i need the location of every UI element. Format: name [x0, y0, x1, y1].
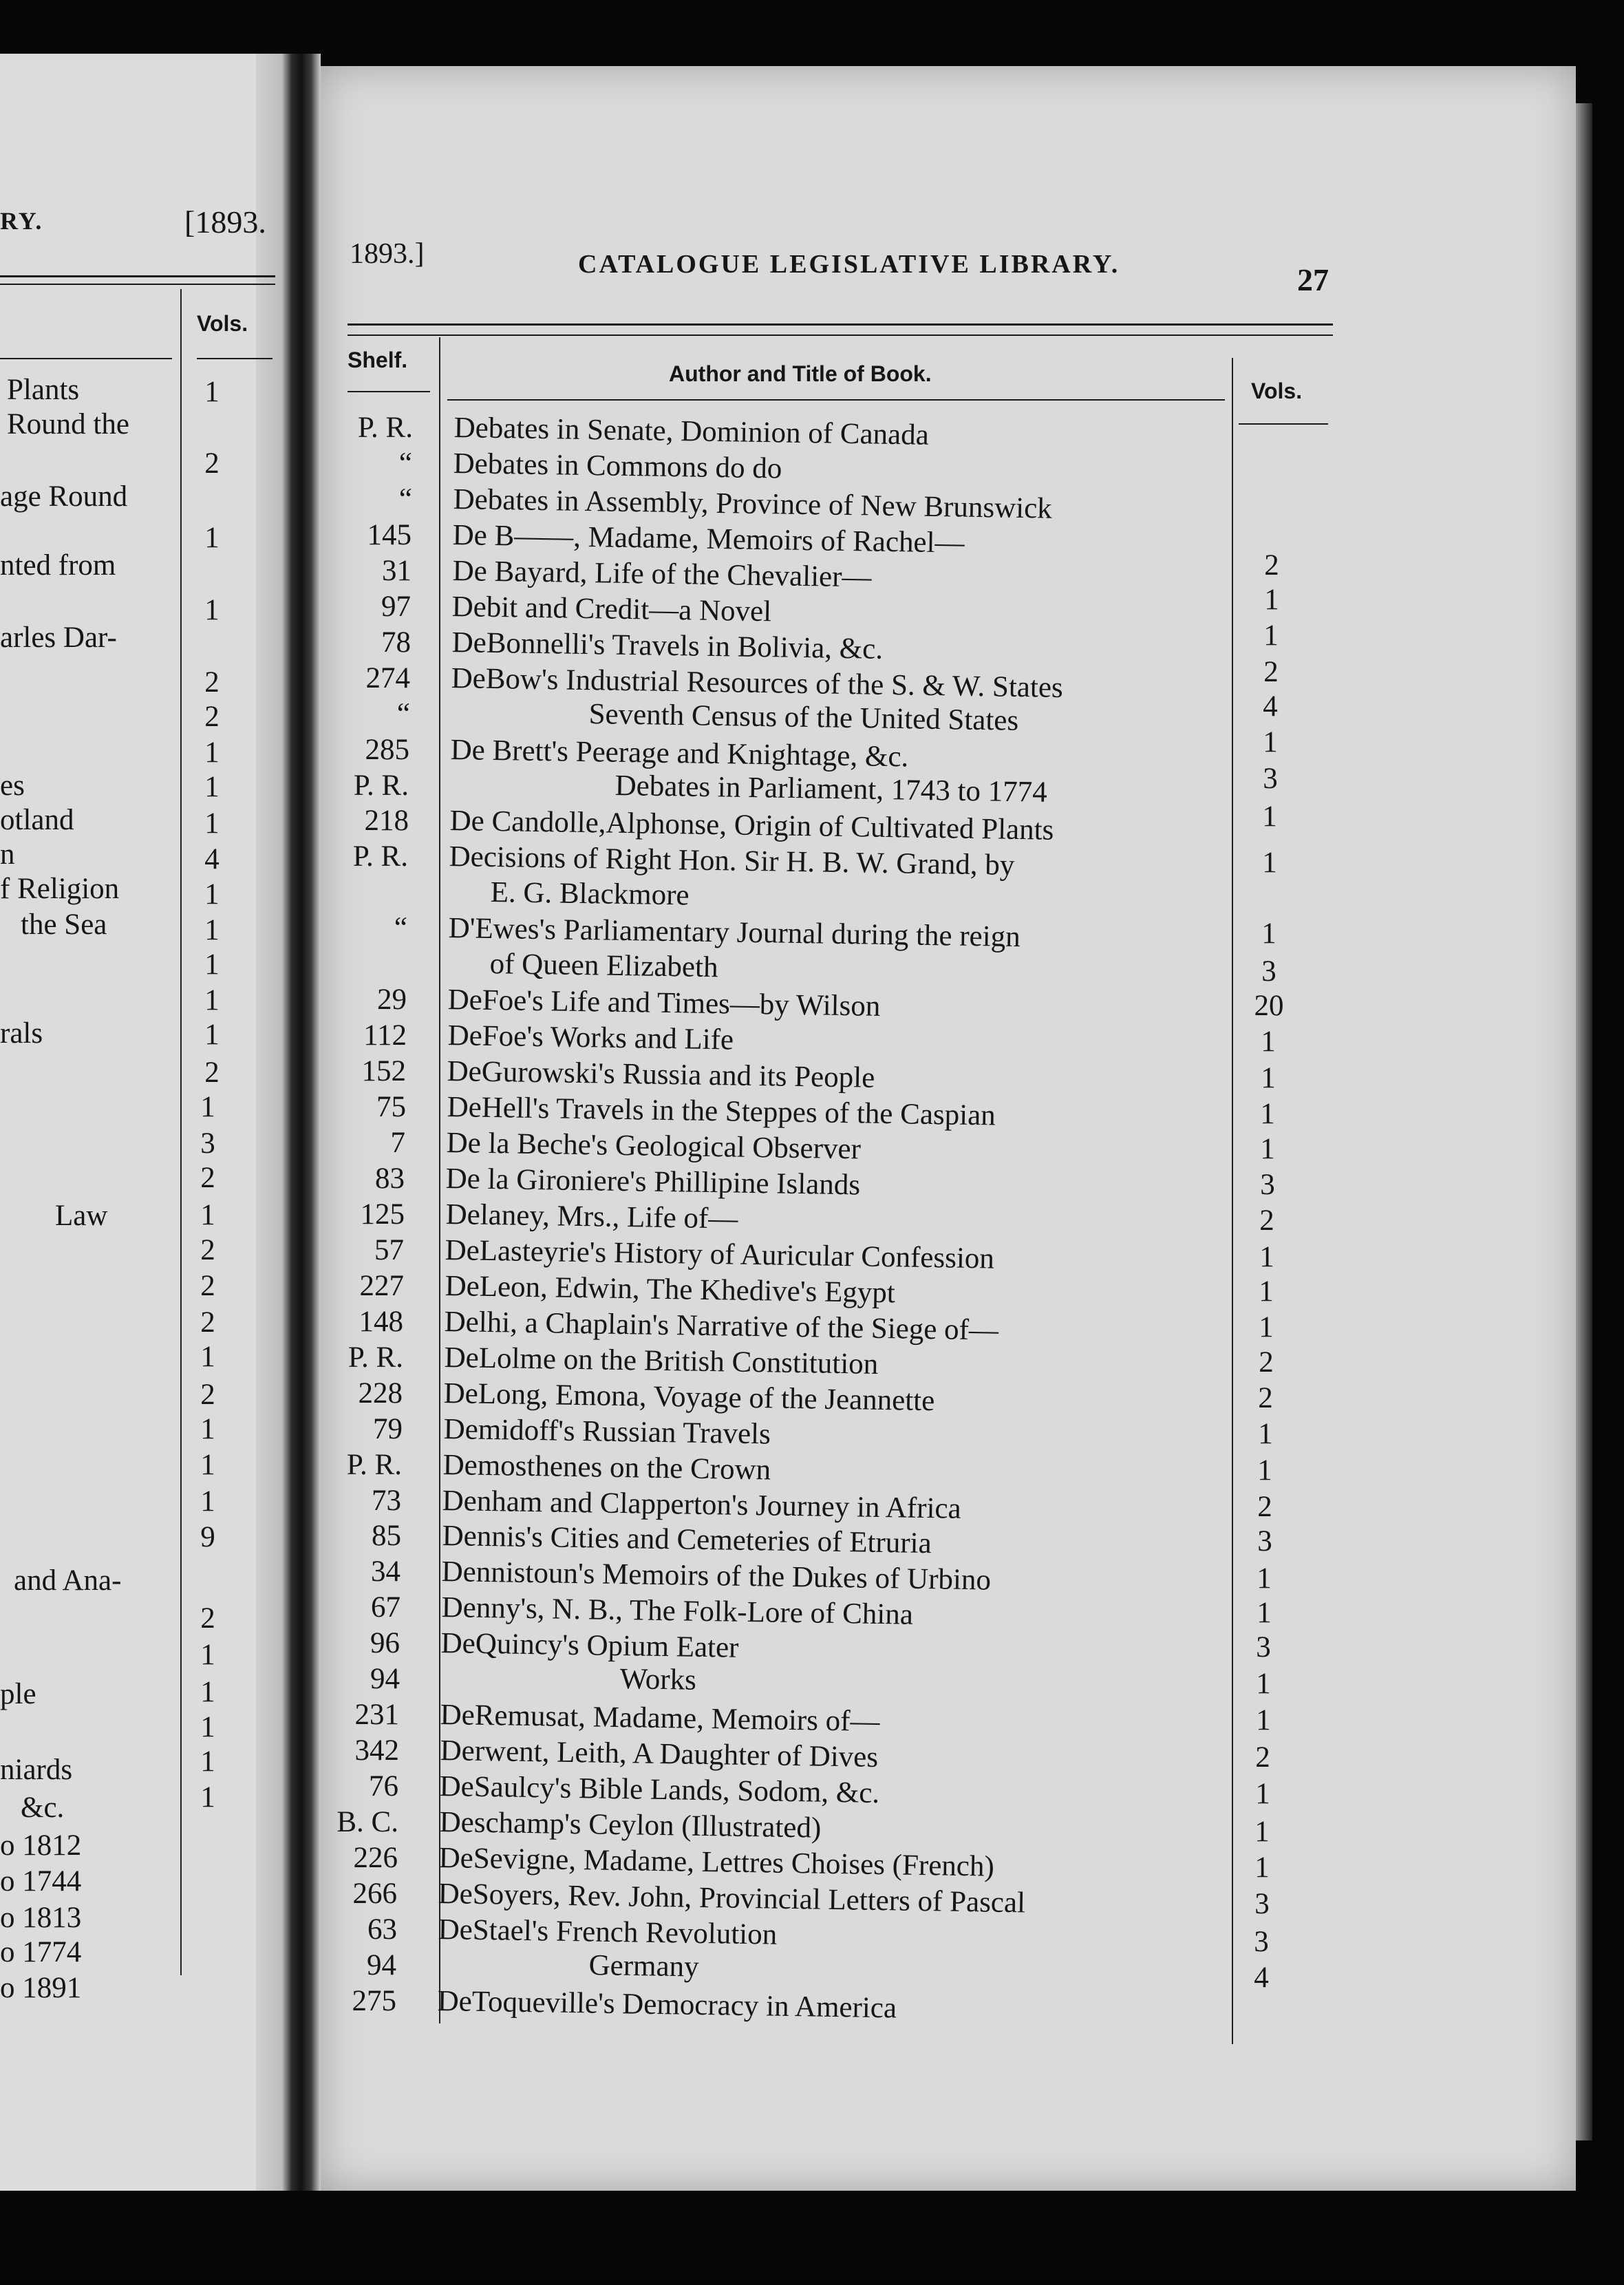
shelf-mark: 78 [381, 626, 411, 659]
book-entry-title: DeSaulcy's Bible Lands, Sodom, &c. [439, 1770, 880, 1810]
vols-value: 3 [1260, 1169, 1275, 1201]
vols-value: 1 [1259, 1275, 1274, 1308]
left-vols-value: 1 [204, 1019, 220, 1051]
col-title-heading: Author and Title of Book. [669, 361, 932, 386]
left-fragment-text: o 1812 [0, 1829, 82, 1862]
book-entry-title: DeLolme on the British Constitution [444, 1341, 879, 1381]
vols-divider [1232, 358, 1233, 2044]
shelf-mark: 96 [370, 1627, 400, 1659]
left-fragment-text: age Round [0, 480, 128, 513]
book-entry-title: Germany [588, 1949, 700, 1984]
left-fragment-text: &c. [21, 1792, 65, 1824]
shelf-mark: 275 [352, 1985, 396, 2017]
right-year: 1893.] [350, 238, 425, 270]
book-entry-title: Works [619, 1663, 697, 1697]
shelf-mark: 79 [373, 1413, 403, 1445]
left-vols-value: 1 [200, 1341, 215, 1373]
left-vols-value: 1 [200, 1449, 215, 1481]
col-vols-heading: Vols. [1251, 379, 1303, 403]
vols-value: 1 [1258, 1418, 1273, 1450]
left-vols-value: 1 [200, 1745, 215, 1778]
left-fragment-text: niards [0, 1754, 73, 1786]
shelf-mark: 63 [367, 1913, 397, 1946]
book-entry-title: of Queen Elizabeth [489, 948, 718, 984]
shelf-mark: 125 [360, 1198, 405, 1231]
shelf-mark: 34 [371, 1555, 400, 1588]
left-fragment-text: nted from [0, 549, 116, 582]
left-fragment-text: n [0, 838, 15, 871]
book-entry-title: DeSevigne, Madame, Lettres Choises (French) [438, 1842, 995, 1883]
shelf-mark: P. R. [357, 412, 413, 444]
book-entry-title: Debates in Senate, Dominion of Canada [453, 412, 930, 451]
title-rule [447, 399, 1225, 401]
vols-value: 2 [1255, 1741, 1270, 1774]
header-rule-bottom [348, 334, 1333, 336]
vols-value: 3 [1263, 763, 1278, 795]
page-title: CATALOGUE LEGISLATIVE LIBRARY. [578, 250, 1120, 279]
shelf-mark: 75 [376, 1091, 406, 1123]
book-entry-title: Delhi, a Chaplain's Narrative of the Siege of— [444, 1306, 999, 1347]
vols-value: 4 [1263, 690, 1278, 723]
shelf-mark: 228 [358, 1377, 403, 1410]
left-vols-value: 3 [200, 1127, 215, 1160]
vols-value: 20 [1254, 990, 1284, 1022]
book-entry-title: DeFoe's Works and Life [447, 1019, 734, 1056]
vols-value: 2 [1264, 549, 1279, 582]
left-header-rule [0, 275, 275, 277]
shelf-mark: 274 [365, 662, 410, 694]
shelf-mark: 145 [367, 519, 412, 551]
shelf-mark: 226 [353, 1842, 398, 1874]
book-entry-title: DeBonnelli's Travels in Bolivia, &c. [451, 626, 884, 666]
vols-value: 1 [1259, 1241, 1274, 1273]
shelf-mark: 227 [359, 1270, 404, 1302]
shelf-mark: “ [394, 912, 407, 944]
book-entry-title: DeLasteyrie's History of Auricular Confession [445, 1234, 995, 1275]
vols-value: 3 [1261, 955, 1276, 988]
book-entry-title: DeQuincy's Opium Eater [440, 1627, 739, 1664]
left-vols-value: 2 [200, 1379, 215, 1411]
shelf-mark: 94 [370, 1663, 400, 1695]
vols-value: 3 [1254, 1926, 1269, 1958]
left-vols-value: 4 [204, 843, 220, 875]
left-fragment-text: and Ana- [14, 1564, 122, 1597]
shelf-mark: P. R. [353, 769, 409, 802]
left-fragment-text: o 1891 [0, 1972, 82, 2004]
shelf-mark: 83 [375, 1162, 405, 1195]
left-vols-value: 2 [200, 1602, 215, 1635]
left-vols-value: 1 [204, 984, 220, 1017]
shelf-mark: 31 [382, 555, 412, 587]
left-vols-value: 1 [204, 594, 220, 626]
left-vols-value: 1 [204, 376, 220, 408]
vols-value: 4 [1254, 1962, 1269, 1994]
vols-value: 1 [1255, 1778, 1270, 1810]
left-vols-value: 1 [204, 771, 220, 803]
vols-value: 1 [1257, 1454, 1272, 1487]
vols-value: 3 [1257, 1525, 1272, 1558]
vols-value: 1 [1264, 584, 1279, 616]
left-vols-value: 1 [200, 1676, 215, 1708]
shelf-mark: 266 [352, 1878, 397, 1910]
book-entry-title: De Candolle,Alphonse, Origin of Cultivated Plants [449, 805, 1054, 847]
vols-value: 1 [1260, 1098, 1275, 1130]
left-fragment-text: o 1813 [0, 1902, 82, 1934]
shelf-mark: 285 [365, 734, 409, 766]
book-entry-title: DeRemusat, Madame, Memoirs of— [440, 1699, 880, 1739]
shelf-mark: 29 [377, 984, 407, 1016]
shelf-mark: P. R. [348, 1341, 403, 1374]
vols-value: 1 [1261, 1025, 1276, 1058]
book-entry-title: Debates in Commons do do [453, 447, 782, 485]
book-entry-title: DeHell's Travels in the Steppes of the Caspian [447, 1091, 996, 1132]
book-entry-title: Delaney, Mrs., Life of— [445, 1198, 738, 1235]
shelf-mark: 231 [354, 1699, 399, 1731]
left-fragment-text: arles Dar- [0, 621, 117, 654]
vols-value: 1 [1259, 1311, 1274, 1343]
left-year: [1893. [184, 204, 266, 240]
vols-value: 2 [1259, 1204, 1274, 1237]
left-vols-value: 1 [204, 807, 220, 840]
shelf-mark: B. C. [336, 1806, 398, 1838]
left-vols-value: 1 [204, 914, 220, 946]
shelf-mark: 7 [390, 1127, 405, 1159]
book-entry-title: Denham and Clapperton's Journey in Africa [442, 1485, 962, 1525]
book-entry-title: Dennis's Cities and Cemeteries of Etruria [442, 1520, 932, 1560]
left-vols-value: 9 [200, 1521, 215, 1553]
vols-value: 1 [1263, 726, 1278, 758]
left-fragment-text: the Sea [21, 908, 107, 941]
shelf-rule [348, 391, 430, 392]
left-fragment-text: Plants [7, 374, 80, 406]
vols-value: 2 [1263, 656, 1279, 688]
book-entry-title: Deschamp's Ceylon (Illustrated) [439, 1806, 822, 1845]
shelf-mark: 94 [367, 1949, 396, 1981]
left-header-rule-2 [0, 284, 275, 285]
left-vols-value: 2 [204, 666, 220, 699]
book-entry-title: Dennistoun's Memoirs of the Dukes of Urbino [441, 1555, 992, 1597]
left-fragment-text: o 1744 [0, 1865, 82, 1898]
left-vols-value: 2 [204, 701, 220, 733]
book-entry-title: Derwent, Leith, A Daughter of Dives [440, 1734, 879, 1774]
book-entry-title: DeBow's Industrial Resources of the S. & W. States [451, 662, 1064, 704]
left-running-head: RY. [0, 207, 43, 235]
shelf-mark: P. R. [346, 1449, 402, 1481]
left-subhead-rule [0, 358, 172, 359]
left-vols-value: 2 [200, 1162, 215, 1194]
book-entry-title: De Bayard, Life of the Chevalier— [452, 555, 872, 594]
vols-value: 1 [1254, 1851, 1270, 1884]
header-rule-top [348, 323, 1333, 326]
vols-value: 1 [1262, 847, 1277, 879]
left-vols-value: 1 [200, 1199, 215, 1231]
shelf-mark: 342 [354, 1734, 399, 1767]
left-fragment-text: Round the [7, 408, 129, 440]
book-entry-title: DeToqueville's Democracy in America [437, 1985, 897, 2025]
vols-value: 1 [1256, 1704, 1271, 1736]
shelf-mark: “ [396, 698, 410, 730]
vols-value: 3 [1254, 1888, 1270, 1920]
left-fragment-text: Law [55, 1200, 108, 1232]
shelf-mark: “ [398, 447, 412, 480]
shelf-mark: 97 [381, 591, 411, 623]
shelf-mark: “ [398, 483, 412, 516]
vols-value: 1 [1256, 1668, 1271, 1700]
left-vols-value: 1 [200, 1711, 215, 1743]
book-entry-title: De la Beche's Geological Observer [446, 1127, 862, 1166]
book-entry-title: Debates in Parliament, 1743 to 1774 [615, 769, 1048, 809]
book-entry-title: Debit and Credit—a Novel [451, 591, 772, 628]
left-vols-value: 2 [200, 1270, 215, 1302]
left-vols-heading: Vols. [197, 311, 248, 336]
shelf-mark: 67 [371, 1591, 400, 1624]
vols-value: 2 [1258, 1382, 1273, 1414]
book-entry-title: DeStael's French Revolution [438, 1913, 778, 1951]
left-vols-value: 2 [204, 1056, 220, 1089]
book-entry-title: Debates in Assembly, Province of New Brunswick [453, 483, 1053, 525]
vols-value: 1 [1261, 1062, 1276, 1094]
vols-value: 1 [1263, 619, 1279, 652]
book-entry-title: Denny's, N. B., The Folk-Lore of China [441, 1591, 914, 1631]
left-column-divider [180, 289, 182, 1975]
left-fragment-text: rals [0, 1017, 43, 1050]
shelf-mark: 73 [372, 1485, 401, 1517]
book-entry-title: Demosthenes on the Crown [442, 1449, 771, 1487]
book-entry-title: DeGurowski's Russia and its People [447, 1055, 875, 1094]
vols-value: 1 [1254, 1816, 1270, 1848]
book-entry-title: Demidoff's Russian Travels [443, 1413, 771, 1451]
book-entry-title: De la Gironiere's Phillipine Islands [445, 1162, 861, 1202]
shelf-mark: 85 [372, 1520, 401, 1552]
left-fragment-text: es [0, 769, 25, 802]
vols-value: 2 [1257, 1491, 1272, 1523]
book-entry-title: De B——, Madame, Memoirs of Rachel— [452, 519, 965, 560]
left-vols-value: 1 [200, 1639, 215, 1671]
book-entry-title: DeLeon, Edwin, The Khedive's Egypt [445, 1270, 896, 1310]
book-entry-title: DeFoe's Life and Times—by Wilson [447, 984, 881, 1023]
page-edge [1576, 103, 1592, 2140]
left-vols-value: 1 [204, 736, 220, 769]
vols-value: 1 [1261, 917, 1276, 950]
shelf-mark: 76 [369, 1770, 398, 1803]
left-vols-value: 1 [200, 1091, 215, 1123]
shelf-mark: 57 [374, 1234, 404, 1266]
book-entry-title: E. G. Blackmore [490, 876, 690, 912]
shelf-mark: 112 [363, 1019, 407, 1052]
left-vols-value: 1 [200, 1413, 215, 1445]
left-vols-value: 2 [204, 447, 220, 480]
page-number: 27 [1297, 262, 1329, 297]
shelf-mark: 152 [361, 1055, 406, 1087]
vols-value: 1 [1260, 1133, 1275, 1165]
vols-value: 2 [1259, 1346, 1274, 1379]
book-entry-title: DeSoyers, Rev. John, Provincial Letters of Pascal [438, 1878, 1026, 1920]
left-vols-value: 1 [204, 878, 220, 911]
vols-value: 1 [1262, 800, 1277, 833]
book-entry-title: D'Ewes's Parliamentary Journal during the reign [448, 912, 1021, 954]
book-entry-title: Seventh Census of the United States [588, 698, 1019, 737]
left-vols-value: 1 [204, 948, 220, 981]
book-entry-title: DeLong, Emona, Voyage of the Jeannette [443, 1377, 935, 1418]
shelf-mark: P. R. [352, 840, 408, 873]
vols-rule [1239, 423, 1328, 425]
left-fragment-text: otland [0, 804, 74, 836]
vols-value: 1 [1257, 1562, 1272, 1595]
left-vols-value: 1 [200, 1485, 215, 1518]
left-fragment-text: ple [0, 1678, 36, 1710]
left-vols-value: 2 [200, 1306, 215, 1339]
book-entry-title: Decisions of Right Hon. Sir H. B. W. Grand, by [449, 840, 1015, 882]
left-fragment-text: f Religion [0, 873, 120, 905]
vols-value: 3 [1256, 1631, 1271, 1664]
left-vols-value: 2 [200, 1234, 215, 1266]
left-fragment-text: o 1774 [0, 1936, 82, 1968]
shelf-mark: 218 [364, 805, 409, 837]
book-entry-title: De Brett's Peerage and Knightage, &c. [450, 734, 909, 774]
vols-value: 1 [1257, 1597, 1272, 1629]
left-vols-value: 1 [200, 1781, 215, 1814]
left-vols-value: 1 [204, 522, 220, 554]
col-shelf-heading: Shelf. [348, 348, 408, 372]
left-vols-rule [197, 358, 273, 359]
shelf-mark: 148 [359, 1306, 403, 1338]
